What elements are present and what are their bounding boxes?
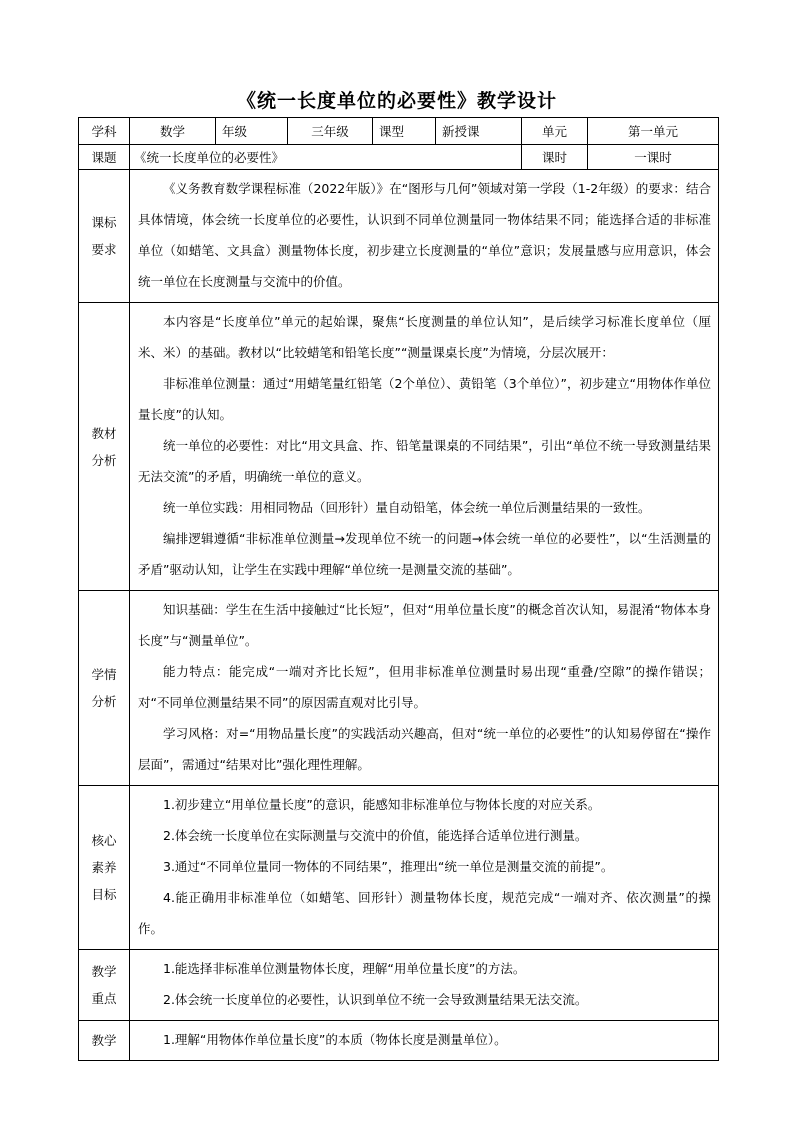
type-value: 新授课 [436,118,522,145]
difficulties-row [79,1021,719,1061]
goals-row [79,786,719,950]
hours-value: 一课时 [588,145,719,170]
goals-content [130,786,719,950]
textbook-label: 教材 分析 [79,303,130,591]
keypoints-row [79,950,719,1021]
textbook-paragraph: 本内容是“长度单位”单元的起始课，聚焦“长度测量的单位认知”，是后续学习标准长度单位（厘米、米）的基础。教材以“比较蜡笔和铅笔长度”“测量课桌长度”为情境，分层次展开： [138,314,711,360]
students-row [79,591,719,786]
difficulties-label: 教学 [79,1021,130,1061]
keypoints-label: 教学 重点 [79,950,130,1021]
unit-label: 单元 [522,118,588,145]
topic-row [79,145,719,170]
students-content [130,591,719,786]
topic-value: 《统一长度单位的必要性》 [130,145,522,170]
goal-item: 3.通过“不同单位量同一物体的不同结果”，推理出“统一单位是测量交流的前提”。 [163,859,614,874]
students-label: 学情 分析 [79,591,130,786]
unit-value: 第一单元 [588,118,719,145]
goal-item: 1.初步建立“用单位量长度”的意识，能感知非标准单位与物体长度的对应关系。 [163,797,601,812]
subject-value: 数学 [130,118,216,145]
info-row [79,118,719,145]
textbook-paragraph: 统一单位的必要性：对比“用文具盒、拃、铅笔量课桌的不同结果”，引出“单位不统一导致测量结果无法交流”的矛盾，明确统一单位的意义。 [138,438,711,484]
goal-item: 2.体会统一长度单位在实际测量与交流中的价值，能选择合适单位进行测量。 [163,828,588,843]
curriculum-label: 课标 要求 [79,170,130,303]
lesson-plan-table [78,117,719,1061]
type-label: 课型 [373,118,436,145]
keypoint-item: 2.体会统一长度单位的必要性，认识到单位不统一会导致测量结果无法交流。 [163,992,588,1007]
difficulty-item: 1.理解“用物体作单位量长度”的本质（物体长度是测量单位）。 [163,1032,507,1047]
curriculum-row [79,170,719,303]
grade-value: 三年级 [288,118,373,145]
curriculum-content [130,170,719,303]
textbook-paragraph: 非标准单位测量：通过“用蜡笔量红铅笔（2个单位）、黄铅笔（3个单位）”，初步建立“用物体作单位量长度”的认知。 [138,376,711,422]
students-paragraph: 学习风格：对=“用物品量长度”的实践活动兴趣高，但对“统一单位的必要性”的认知易停留在“操作层面”，需通过“结果对比”强化理性理解。 [138,726,711,772]
goals-label: 核心 素养 目标 [79,786,130,950]
hours-label: 课时 [522,145,588,170]
difficulties-content [130,1021,719,1061]
keypoint-item: 1.能选择非标准单位测量物体长度，理解“用单位量长度”的方法。 [163,961,526,976]
textbook-row [79,303,719,591]
textbook-paragraph: 统一单位实践：用相同物品（回形针）量自动铅笔，体会统一单位后测量结果的一致性。 [163,500,651,515]
subject-label: 学科 [79,118,130,145]
keypoints-content [130,950,719,1021]
textbook-paragraph: 编排逻辑遵循“非标准单位测量→发现单位不统一的问题→体会统一单位的必要性”，以“生活测量的矛盾”驱动认知，让学生在实践中理解“单位统一是测量交流的基础”。 [138,531,711,577]
grade-label: 年级 [216,118,288,145]
topic-label: 课题 [79,145,130,170]
textbook-content [130,303,719,591]
document-title: 《统一长度单位的必要性》教学设计 [236,90,557,112]
curriculum-paragraph: 《义务教育数学课程标准（2022年版）》在“图形与几何”领域对第一学段（1-2年级）的要求：结合具体情境，体会统一长度单位的必要性，认识到不同单位测量同一物体结果不同；能选择合适的非标准单位（如蜡笔、文具盒）测量物体长度，初步建立长度测量的“单位”意识；发展量感与应用意识，体会统一单位在长度测量与交流中的价值。 [138,181,711,289]
goal-item: 4.能正确用非标准单位（如蜡笔、回形针）测量物体长度，规范完成“一端对齐、依次测量”的操作。 [138,890,711,936]
students-paragraph: 知识基础：学生在生活中接触过“比长短”，但对“用单位量长度”的概念首次认知，易混淆“物体本身长度”与“测量单位”。 [138,602,711,648]
students-paragraph: 能力特点：能完成“一端对齐比长短”，但用非标准单位测量时易出现“重叠/空隙”的操作错误；对“不同单位测量结果不同”的原因需直观对比引导。 [138,664,711,710]
